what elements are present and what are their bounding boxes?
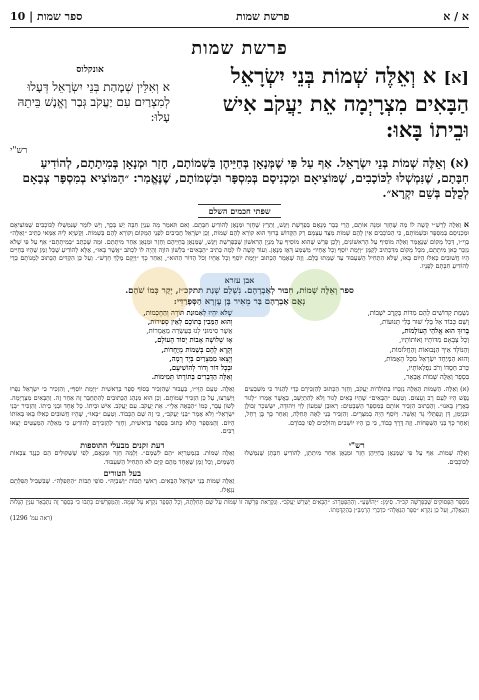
baal-haturim-title: בעל הטורים — [103, 468, 141, 479]
parasha-title: פרשת שמות — [191, 38, 288, 59]
poem-line: בָּרוּךְ הוּא אֱלֹהֵי הָעוֹלָמוֹת, — [402, 327, 469, 336]
daat-zekenim-title: דעת זקנים מבעלי התוספות — [80, 440, 165, 451]
footnote-reference: (ראה עמ' 1296) — [10, 515, 53, 523]
header-rule — [10, 27, 469, 28]
poem-line: וְהוּא הַמְּיַחֵד יִשְׂרָאֵל מִכָּל הָאֻמּוֹת, — [384, 354, 469, 363]
lower-columns — [10, 438, 469, 494]
onkelos-text: וְאִלֵּין שְׁמָהַת בְּנֵי יִשְׂרָאֵל דְּעָלוּ לְמִצְרַיִם עִם יַעֲקֹב גְּבַר וֶאֱנָשׁ בֵּיתֵהּ עָלוּ: — [17, 80, 170, 124]
poem-line: וְהַנּוֹלָד אֵיךְ הַנְּבוּאוֹת וְהַחֲלוֹמוֹת, — [389, 345, 469, 354]
poem-line: וְיָצְאוּ מִמִּצְרַיִם בְּיָד רָמָה, — [169, 354, 233, 363]
siftei-chachamim-text — [10, 220, 469, 271]
onkelos-title: אונקלוס — [76, 65, 104, 75]
poem-line: אֲשֶׁר סִימוּנִי לָנוּ בְּעַשְׂרֵה מַאֲמָרוֹת, — [146, 327, 233, 336]
poem-line: וְשֵׁם כָּבוֹד אֵל בְּלִי שׁוּר בְּלִי תְּנוּעוֹת, — [380, 317, 469, 326]
poem-line: וְאֵלֶּה הַדְּבָרִים בְּתוֹרָתוֹ תְּמִימוֹת. — [151, 373, 233, 382]
poem-line: שֶׁלֹּא יִהְיוּ לְאֵמוּנַת תּוֹרָה וְהַחָכְמוֹת, — [143, 308, 233, 317]
siftei-chachamim-label: שפתי חכמים השלם — [198, 204, 280, 218]
siftei-chachamim-title — [10, 204, 469, 218]
ibn-ezra-subtitle-2: נְאֻם אַבְרָהָם בַּר מֵאִיר בֶּן עֶזְרָא הַסְּפָרַדִּי: — [173, 296, 306, 307]
header-chapter-verse: א / א — [443, 9, 469, 23]
siftei-body: וְאֵלֶּה לְרַשִׁ״י קָשֶׁה לוֹ מַה שֶּׁחָזַר וּמָנָה אוֹתָם, הֲרֵי כְּבָר מְנָאָם בְּפָרָשַׁת וַיִּגַּשׁ, וְתֵרֵץ שֶׁחָזַר וּמְנָאָן לְהוֹדִיעַ חִבָּתָם. וְאִם תֹּאמַר מָה עִנְיַן חִבָּה יֵשׁ בְּכָךְ, וְיֵשׁ לוֹמַר שֶׁנִּמְשְׁלוּ לַכּוֹכָבִים שֶׁמּוֹצִיאָם וּמַכְנִיסָם בְּמִסְפָּר וּבִשְׁמוֹתָם, כִּי הַכּוֹכָבִים אֵין לָהֶם שְׁמוֹת מִצַּד עַצְמָם רַק הַקָּדוֹשׁ בָּרוּךְ הוּא קוֹרֵא לָהֶם שֵׁמוֹת, וְכֵן יִשְׂרָאֵל חֲבִיבִים לִפְנֵי הַמָּקוֹם וְקוֹרֵא לָהֶם בְּשֵׁמוֹת. וְקַשְׁיָא לֵיהּ אַמַּאי כְּתִיב ״וְאֵלֶּה״ בְּוָי״ו, דְּכָל מָקוֹם שֶׁנֶּאֱמַר וְאֵלֶּה מוֹסִיף עַל הָרִאשׁוֹנִים, וְלָכֵן פֵּרֵשׁ שֶׁהוּא מוֹסִיף עַל מִנְיָן הָרִאשׁוֹן שֶׁבְּפָרָשַׁת וַיִּגַּשׁ, שֶׁמְּנָאָן בְּחַיֵּיהֶם וְחָזַר וּמְנָאָן אַחַר מִיתָתָם. וּמַה שֶּׁכָּתַב ״בְּמִיתָתָם״ אַף עַל פִּי שֶׁלֹּא נִזְכַּר כָּאן מִיתָתָם, מִכָּל מָקוֹם מִדִּכְתִיב לְקַמָּן ״וַיָּמָת יוֹסֵף וְכָל אֶחָיו״ מַשְׁמַע דְּאָז מְנָאָן. וְעוֹד קָשֶׁה לוֹ לְמָה כְּתִיב ״הַבָּאִים״ בִּלְשׁוֹן הוֹוֶה וְהָיָה לוֹ לִכְתֹּב ״אֲשֶׁר בָּאוּ״, אֶלָּא לְהוֹדִיעַ שֶׁכָּל זְמַן שֶׁהָיוּ בְּחַיִּים הָיוּ חֲשׁוּבִים כְּאִלּוּ הַיּוֹם בָּאוּ, שֶׁלֹּא הִתְחִיל הַשִּׁעְבּוּד עַד שֶׁמֵּתוּ כֻּלָּם. וְזֶה שֶׁאָמַר הַכָּתוּב ״וַיָּמָת יוֹסֵף וְכָל אֶחָיו וְכֹל הַדּוֹר הַהוּא״, וְאַחַר כָּךְ ״וַיָּקָם מֶלֶךְ חָדָשׁ״. וְעַל כֵּן הִקְדִּים הַכָּתוּב לְמָנוֹתָם כְּדֵי לְהוֹדִיעַ חִבָּתָם לְפָנָיו. — [10, 221, 469, 271]
rashi-bottom-text: וְאֵלֶּה שְׁמוֹת. אַף עַל פִּי שֶׁמְּנָאָן בְּחַיֵּיהֶן חָזַר וּמְנָאָן אַחַר מִיתָתָן, לְהוֹדִיעַ חִבָּתָן שֶׁנִּמְשְׁלוּ לַכּוֹכָבִים. — [244, 449, 469, 466]
torah-verse — [178, 63, 469, 143]
header-book-page — [10, 10, 82, 23]
daat-zekenim-text: וְאֵלֶּה שְׁמוֹת. בִּגְמַטְרִיָּא ״הֵם לִשְׁמָם״. וְלָמָּה חָזַר וּמְנָאָם, לְפִי שֶׁשְּׁקוּלִים הֵם כְּנֶגֶד צִבְאוֹת הַשָּׁמַיִם, וְכָל זְמַן שֶׁאֶחָד מֵהֶם קַיָּם לֹא הִתְחִיל הַשִּׁעְבּוּד. — [10, 449, 235, 466]
commentary-left: וְאֵלֶּה. טַעַם הַוָּי״ו, בַּעֲבוּר שֶׁהִזְכִּיר בְּסוֹף סֵפֶר בְּרֵאשִׁית ״וַיָּמָת יוֹסֵף״, וְהִזְכִּיר כִּי יִשְׂרָאֵל נִפְרוּ וַיִּשְׁרְצוּ, עַל כֵּן הִזְכִּיר שְׁמוֹתָם. וְכֵן הוּא מִנְהַג הַכְּתוּבִים לְהִתְחַבֵּר זֶה אַחַר זֶה. וְהַבָּאִים מִצְרַיְמָה. לְשׁוֹן עָבָר, כְּמוֹ ״הַבָּאָה אֵלַי״. אֵת יַעֲקֹב. עִם יַעֲקֹב. אִישׁ וּבֵיתוֹ. כָּל אֶחָד וּבְנֵי בֵיתוֹ. וְהִזְכִּיר ״בְּנֵי יִשְׂרָאֵל״ וְלֹא אָמַר ״בְּנֵי יַעֲקֹב״, כִּי זֶה שֵׁם הַכָּבוֹד. וְטַעַם ״בָּאוּ״, שֶׁהָיוּ חֲשׁוּבִים כְּאִלּוּ בָּאוּ בְּאוֹתוֹ הַיּוֹם. וְהַמִּסְפָּר הֲלֹא כָּתוּב בְּסֵפֶר בְּרֵאשִׁית, וְחָזַר לְהַזְכִּירָם לְהוֹדִיעַ כִּי מֵאֵלֶּה הַמְּעַטִּים יָצְאוּ רַבִּים. — [10, 385, 235, 435]
header-page-number: 10 — [10, 9, 26, 23]
header-divider: | — [29, 9, 38, 23]
poem-line: וּבְכָל דּוֹר וָדוֹר לְהוֹשִׁיעָם, — [169, 364, 233, 372]
ibn-ezra-title: אבן עזרא — [224, 274, 255, 285]
onkelos-letter: א — [162, 80, 170, 94]
poem-line: וְקָרָא לָהֶם בְּשֵׁמוֹת מְיֻחָדוֹת, — [161, 345, 233, 354]
verse-block — [10, 63, 469, 143]
verse-text: וְאֵלֶּה שְׁמוֹת בְּנֵי יִשְׂרָאֵל הַבָּאִים מִצְרָיְמָה אֵת יַעֲקֹב אִישׁ וּבֵיתוֹ בָּאוּ: — [222, 63, 469, 142]
header-book: ספר שמות — [37, 9, 83, 23]
ibn-ezra-poem — [10, 309, 469, 383]
poem-line: נִשְׁמַת קְדוֹשִׁים לְהַם מִדּוֹת בְּקֶרֶב יֹשְׁבוֹת, — [367, 308, 469, 317]
verse-number: [א] — [443, 68, 469, 87]
rashi-top-text: (א) וְאֵלֶּה שְׁמוֹת בְּנֵי יִשְׂרָאֵל. אַף עַל פִּי שֶׁמְּנָאָן בְּחַיֵּיהֶן בִּשְׁמוֹתָם, חָזַר וּמְנָאָן בְּמִיתָתָם, לְהוֹדִיעַ חִבָּתָם, שֶׁנִּמְשְׁלוּ לַכּוֹכָבִים, שֶׁמּוֹצִיאָם וּמַכְנִיסָם בְּמִסְפָּר וּבִשְׁמוֹתָם, שֶׁנֶּאֱמַר: ״הַמּוֹצִיא בְמִסְפָּר צְבָאָם לְכֻלָּם בְּשֵׁם יִקְרָא״. — [22, 156, 469, 200]
ibn-ezra-subtitle-1: ספר וְאֵלֶּה שְׁמוֹת, חִבּוּר לְאַבְרָהָם. נִשְׁלַם שְׁנַת תתקכ״ז, יְקַר כְּמוֹ שֹׁהַם. — [125, 285, 354, 296]
header-parasha: פרשת שמות — [235, 9, 290, 23]
poem-line: וְהוּא הַמֵּבִין בְּתוֹכָם לְאֵין סְפִירוֹת, — [147, 317, 233, 326]
poem-line: בִּסְפָר וְאֵלֶּה שְׁמוֹת אֲבָאֵר, — [403, 373, 469, 382]
poem-line: אָז שְׁלוֹשָׁה אָבוֹת יְסוֹד הָעוֹלָם, — [154, 336, 233, 345]
tosafot-column — [10, 438, 235, 494]
poem-line: וְכָל צְבָאָם מִדּוֹתָיו וְאוֹתוֹתָיו, — [399, 336, 469, 345]
footnote-text: מִסְפַּר הַפְּסוּקִים שֶׁבַּפָּרָשָׁה קכ״ד. סִימָן: ״יְהוֹשֻׁעַ״. וְהַהַפְטָרָה: ״הַבָּאִים יַשְׁרֵשׁ יַעֲקֹב״. וְנִקְרֵאת פָּרָשָׁה זוֹ שְׁמוֹת עַל שֵׁם תְּחִלָּתָהּ, וְכָל הַסֵּפֶר נִקְרָא עַל שְׁמָהּ. וְהַמְּפָרְשִׁים כָּתְבוּ כִּי בְּסֵפֶר זֶה נִתְבָּאֵר עִנְיַן הַגָּלוּת וְהַגְּאֻלָּה, וְעַל כֵּן נִקְרָא ״סֵפֶר הַגְּאֻלָּה״ כִּדְבְרֵי הָרַמְבַּ״ן בְּהַקְדָּמָתוֹ. — [10, 498, 469, 514]
siftei-lead-letter: א — [463, 219, 469, 229]
running-header — [10, 6, 469, 26]
rashi-bottom-title: רש"י — [348, 440, 365, 451]
verse-letter: א — [422, 63, 437, 88]
onkelos-block — [10, 63, 170, 143]
commentary-columns — [10, 385, 469, 435]
rashi-tag: רש"י — [10, 146, 28, 156]
baal-haturim-text: וְאֵלֶּה שְׁמוֹת בְּנֵי יִשְׂרָאֵל הַבָּאִים. רָאשֵׁי תֵבוֹת ״וְשִׁבְיָהּ״. סוֹפֵי תֵבוֹת ״הַתְּפִלָּה״. שֶׁבִּשְׁבִיל תְּפִלָּתָם נִגְאֲלוּ. — [10, 477, 235, 494]
rashi-bottom-column — [245, 438, 470, 494]
commentary-right: (א) וְאֵלֶּה. הַשָּׁמוֹת הָאֵלֶּה נִזְכָּרוּ בְּתוֹלְדוֹת יַעֲקֹב, וְחָזַר הַכָּתוּב לְהַזְכִּירָם כְּדֵי לְהַגִּיד כִּי מִשִּׁבְעִים נֶפֶשׁ הָיוּ לְעַם רָב וְעָצוּם. וְטַעַם ״הַבָּאִים״ שֶׁהָיוּ בָּאִים לָגוּר וְלֹא לְהִתְיַשֵּׁב, כַּאֲשֶׁר אָמְרוּ ״לָגוּר בָּאָרֶץ בָּאנוּ״. וְהַכָּתוּב הִזְכִּיר אוֹתָם בְּמִסְפַּר הַשְּׁבָטִים: רְאוּבֵן שִׁמְעוֹן לֵוִי וִיהוּדָה, יִשָּׂשכָר זְבוּלֻן וּבִנְיָמִן, דָּן וְנַפְתָּלִי גָּד וְאָשֵׁר. וְיוֹסֵף הָיָה בְמִצְרָיִם. וְהִזְכִּיר בְּנֵי לֵאָה תְּחִלָּה, וְאַחַר כָּךְ בֶּן רָחֵל, וְאַחַר כָּךְ בְּנֵי הַשְּׁפָחוֹת. וְזֶה דֶּרֶךְ כָּבוֹד, כִּי כֵן הָיוּ יוֹשְׁבִים וְהוֹלְכִים לְפִי כְּבוֹדָם. — [244, 385, 469, 427]
poem-line: כְּרֹב חַסְדּוֹ וְרֹב נִפְלְאוֹתָיו, — [406, 364, 469, 372]
